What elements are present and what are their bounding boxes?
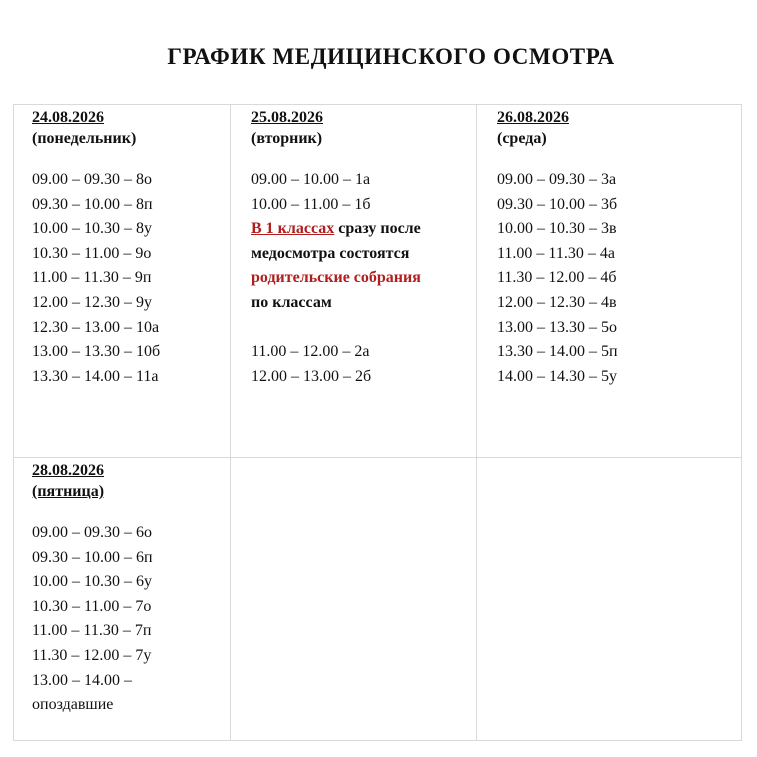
slot-item: 13.00 – 13.30 – 5о — [497, 318, 617, 336]
day-cell-monday — [14, 105, 231, 458]
day-weekday: (пятница) — [32, 483, 105, 500]
slot-item: 13.30 – 14.00 – 5п — [497, 343, 618, 361]
day-weekday: (среда) — [497, 130, 547, 147]
slot-item: 09.00 – 10.00 – 1а — [251, 171, 371, 188]
slot-item: 12.00 – 13.00 – 2б — [251, 367, 372, 385]
slot-list — [32, 168, 230, 389]
slot-item: 10.30 – 11.00 – 9о — [32, 244, 152, 262]
slot-item: 10.00 – 10.30 – 8у — [32, 220, 152, 238]
slot-list — [497, 168, 741, 389]
slot-item: 09.30 – 10.00 – 6п — [32, 548, 153, 566]
spacer — [251, 316, 476, 341]
slot-item: 09.30 – 10.00 – 8п — [32, 195, 153, 213]
slot-item: 13.30 – 14.00 – 11а — [32, 367, 159, 385]
slot-item: 14.00 – 14.30 – 5у — [497, 367, 617, 385]
parent-meeting-note — [251, 217, 476, 242]
slot-item: 11.00 – 11.30 – 9п — [32, 269, 152, 287]
slot-item: 11.30 – 12.00 – 4б — [497, 269, 617, 287]
note-text: по классам — [251, 293, 332, 311]
slot-list — [251, 168, 476, 389]
note-text: медосмотра состоятся — [251, 244, 410, 262]
day-date: 25.08.2026 — [251, 109, 323, 126]
empty-cell — [477, 458, 742, 741]
slot-item: 11.00 – 12.00 – 2а — [251, 343, 370, 361]
slot-item: 09.00 – 09.30 – 3а — [497, 171, 617, 188]
note-highlight: В 1 классах — [251, 220, 335, 238]
slot-item: 10.00 – 11.00 – 1б — [251, 195, 371, 213]
day-cell-wednesday — [477, 105, 742, 458]
slot-item: 10.00 – 10.30 – 6у — [32, 573, 152, 591]
day-cell-friday — [14, 458, 231, 741]
slot-item: 09.00 – 09.30 – 6о — [32, 524, 152, 541]
day-weekday: (понедельник) — [32, 130, 137, 147]
slot-item: 10.00 – 10.30 – 3в — [497, 220, 617, 238]
note-text: сразу после — [334, 220, 421, 238]
slot-item: опоздавшие — [32, 696, 114, 714]
note-highlight: родительские собрания — [251, 269, 421, 287]
empty-cell — [231, 458, 477, 741]
slot-item: 09.00 – 09.30 – 8о — [32, 171, 152, 188]
slot-item: 12.00 – 12.30 – 4в — [497, 293, 617, 311]
slot-item: 13.00 – 13.30 – 10б — [32, 343, 161, 361]
slot-list — [32, 521, 230, 718]
day-date: 24.08.2026 — [32, 109, 104, 126]
page-title: ГРАФИК МЕДИЦИНСКОГО ОСМОТРА — [167, 44, 615, 69]
slot-item: 11.00 – 11.30 – 4а — [497, 244, 615, 262]
day-cell-tuesday — [231, 105, 477, 458]
slot-item: 09.30 – 10.00 – 3б — [497, 195, 618, 213]
table-row — [14, 105, 742, 458]
slot-item: 12.30 – 13.00 – 10а — [32, 318, 160, 336]
slot-item: 13.00 – 14.00 – — [32, 671, 132, 689]
day-date: 26.08.2026 — [497, 109, 569, 126]
day-date: 28.08.2026 — [32, 462, 104, 479]
slot-item: 11.00 – 11.30 – 7п — [32, 622, 152, 640]
slot-item: 12.00 – 12.30 – 9у — [32, 293, 152, 311]
slot-item: 10.30 – 11.00 – 7о — [32, 597, 152, 615]
schedule-table — [13, 104, 742, 741]
table-row — [14, 458, 742, 741]
slot-item: 11.30 – 12.00 – 7у — [32, 646, 152, 664]
day-weekday: (вторник) — [251, 130, 323, 147]
